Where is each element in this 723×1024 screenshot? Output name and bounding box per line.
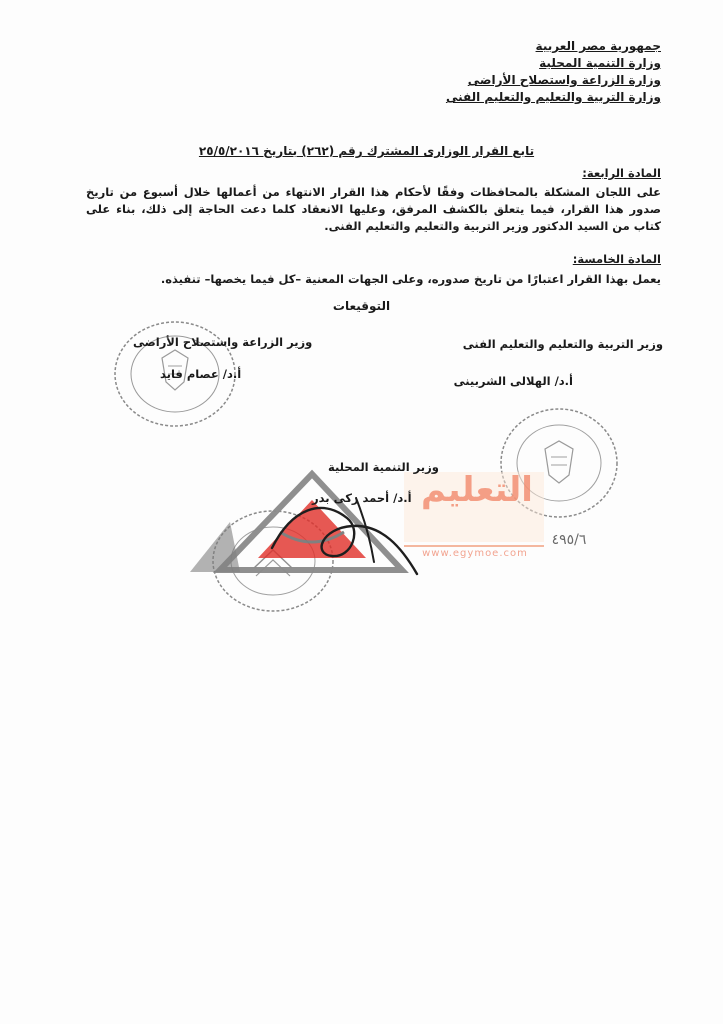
document-subject: تابع القرار الوزارى المشترك رقم (٢٦٢) بتاريخ ٢٥/٥/٢٠١٦ [198, 144, 535, 158]
handwritten-note [532, 524, 606, 552]
letterhead-country: جمهورية مصر العربية [535, 39, 661, 53]
signatory-agriculture-name: أ.د/ عصام فايد [160, 367, 242, 381]
article-4-title: المادة الرابعة: [582, 166, 661, 180]
article-5-title: المادة الخامسة: [572, 252, 661, 266]
article-5-body: يعمل بهذا القرار اعتبارًا من تاريخ صدوره، وعلى الجهات المعنية –كل فيما يخصها– تنفيذه. [160, 272, 661, 286]
signatory-education-name: أ.د/ الهلالى الشربينى [453, 374, 573, 388]
letterhead-ministry-local-development: وزارة التنمية المحلية [539, 56, 661, 70]
letterhead [446, 38, 661, 106]
signatures-heading: التوقيعات [332, 299, 391, 313]
article-4-body: على اللجان المشكلة بالمحافظات وفقًا لأحكام هذا القرار الانتهاء من أعمالها خلال أسبوع من تاريخ صدور هذا القرار، فيما يتعلق بالكشف المرفق، وعليها الانعقاد كلما دعت الحاجة إلى ذلك، بناء على كتاب من السيد الدكتور وزير التربية والتعليم والتعليم الفنى. [86, 185, 661, 233]
watermark-text: التعليم [421, 470, 533, 510]
signatory-local-development-title: وزير التنمية المحلية [328, 460, 439, 474]
signatory-local-development-name: أ.د/ أحمد زكى بدر [312, 491, 412, 505]
watermark-url: www.egymoe.com [422, 548, 528, 559]
letterhead-ministry-education: وزارة التربية والتعليم والتعليم الفنى [445, 90, 661, 104]
handwritten-signature [252, 478, 427, 578]
letterhead-ministry-agriculture: وزارة الزراعة واستصلاح الأراضى [467, 73, 661, 87]
signatory-education-title: وزير التربية والتعليم والتعليم الفنى [462, 337, 663, 351]
signatory-agriculture-title: وزير الزراعة واستصلاح الأراضى [133, 335, 313, 349]
svg-text:٤٩٥/٦: ٤٩٥/٦ [551, 532, 587, 548]
